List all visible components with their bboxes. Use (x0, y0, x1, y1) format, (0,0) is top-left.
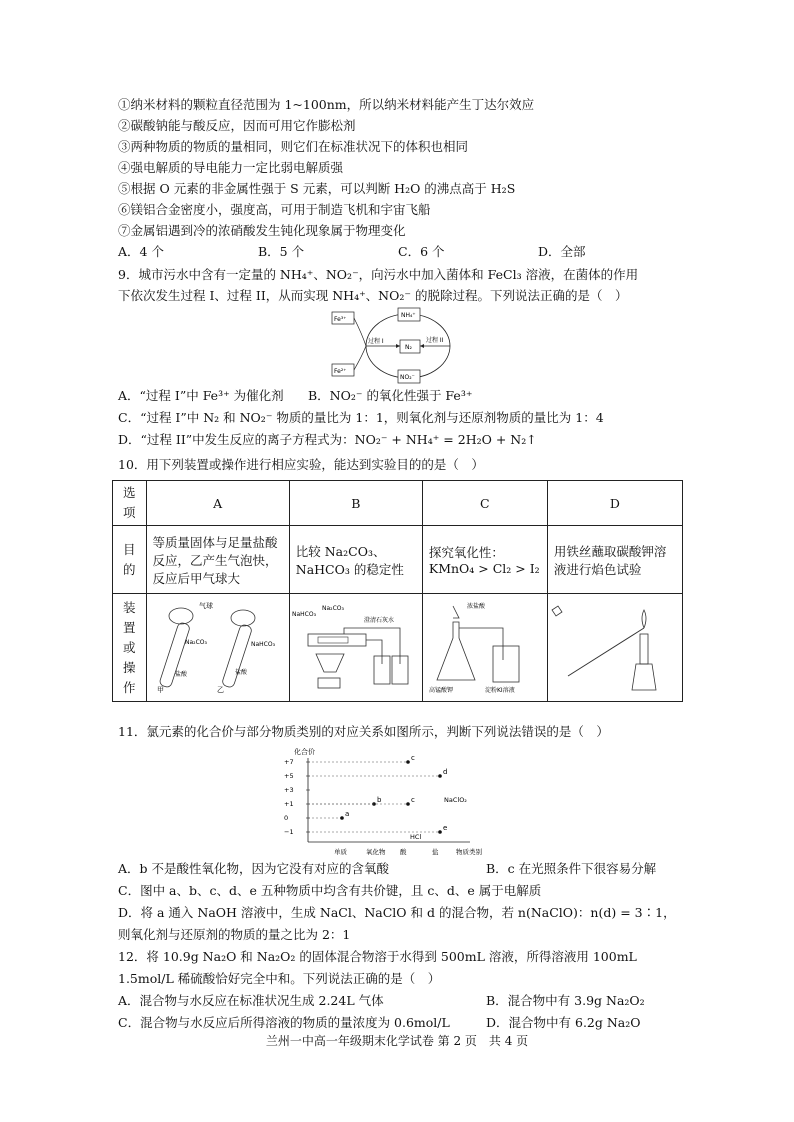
q9-option-c: C．“过程 I”中 N₂ 和 NO₂⁻ 物质的量比为 1：1，则氧化剂与还原剂物质的量比为 1：4 (118, 410, 604, 425)
device-c-solid-label: 高锰酸钾 (428, 687, 453, 694)
q11-ytick-label: +3 (284, 786, 294, 794)
table-header-d: D (547, 481, 682, 526)
q8-option-a: A．4 个 (118, 244, 164, 259)
q9-fe3-label: Fe³⁺ (334, 316, 347, 323)
table-header-a: A (146, 481, 289, 526)
tube-left-acid-label: 盐酸 (174, 671, 187, 678)
purpose-c: 探究氧化性：KMnO₄ > Cl₂ > I₂ (422, 526, 547, 594)
tube-left-name: 甲 (156, 686, 164, 694)
q9-nh4-label: NH₄⁺ (401, 312, 416, 319)
table-header-c: C (422, 481, 547, 526)
q8-option-b: B．5 个 (258, 244, 305, 259)
q8-option-c: C．6 个 (398, 244, 445, 259)
q11-point-label: b (377, 796, 382, 804)
q12-stem-line1: 12．将 10.9g Na₂O 和 Na₂O₂ 的固体混合物溶于水得到 500mL 溶液，所得溶液用 100mL (118, 949, 637, 964)
q8-statement-4: ④强电解质的导电能力一定比弱电解质强 (118, 160, 344, 175)
q12-option-c: C．混合物与水反应后所得溶液的物质的量浓度为 0.6mol/L (118, 1015, 450, 1030)
q9-option-b: B．NO₂⁻ 的氧化性强于 Fe³⁺ (308, 388, 473, 403)
device-a-cell (146, 594, 289, 702)
q9-option-d: D．“过程 II”中发生反应的离子方程式为：NO₂⁻ + NH₄⁺ = 2H₂O + N₂↑ (118, 432, 537, 447)
q8-statement-2: ②碳酸钠能与酸反应，因而可用它作膨松剂 (118, 118, 356, 133)
q8-statement-7: ⑦金属铝遇到冷的浓硝酸发生钝化现象属于物理变化 (118, 223, 406, 238)
q11-ytick-label: 0 (284, 814, 289, 822)
q11-ylabel: 化合价 (294, 748, 315, 756)
q10-experiment-table (112, 480, 683, 702)
purpose-a: 等质量固体与足量盐酸反应，乙产生气泡快，反应后甲气球大 (146, 526, 289, 594)
q11-xcat-label: 单质 (334, 848, 347, 856)
table-header-b: B (289, 481, 422, 526)
q9-process1-label: 过程 I (368, 338, 384, 345)
q11-xcat-label: 酸 (400, 848, 407, 856)
device-c-ki-label: 淀粉KI溶液 (484, 687, 515, 694)
q8-statement-6: ⑥镁铝合金密度小，强度高，可用于制造飞机和宇宙飞船 (118, 202, 431, 217)
q11-option-c: C．图中 a、b、c、d、e 五种物质中均含有共价键，且 c、d、e 属于电解质 (118, 883, 542, 898)
device-b-solid2-label: Na₂CO₃ (321, 605, 344, 612)
q12-option-a: A．混合物与水反应在标准状况生成 2.24L 气体 (118, 993, 384, 1008)
q11-hcl-label: HCl (410, 833, 422, 841)
q11-point-c (406, 802, 410, 806)
q8-statement-3: ③两种物质的物质的量相同，则它们在标准状况下的体积也相同 (118, 139, 469, 154)
q12-stem-line2: 1.5mol/L 稀硫酸恰好完全中和。下列说法正确的是（ ） (118, 971, 441, 986)
q11-ytick-label: −1 (284, 828, 294, 836)
q11-stem: 11．氯元素的化合价与部分物质类别的对应关系如图所示，判断下列说法错误的是（ ） (118, 724, 609, 739)
q11-option-d-line1: D．将 a 通入 NaOH 溶液中，生成 NaCl、NaClO 和 d 的混合物，若 n(NaClO)：n(d) = 3∶1， (118, 905, 676, 920)
q8-option-d: D．全部 (538, 244, 586, 259)
q11-ytick-label: +1 (284, 800, 294, 808)
q11-point-label: a (345, 810, 350, 818)
table-device-label: 装置或操作 (113, 594, 147, 702)
q11-xcat-label: 盐 (432, 848, 439, 856)
q9-fe2-label: Fe²⁺ (334, 368, 347, 375)
q11-xcat-label: 氧化物 (366, 848, 386, 856)
q12-option-d: D．混合物中有 6.2g Na₂O (486, 1015, 641, 1030)
tube-right-solid-label: NaHCO₃ (250, 641, 275, 648)
device-d-cell (547, 594, 682, 702)
balloon-label: 气球 (198, 602, 213, 610)
q9-option-a: A．“过程 I”中 Fe³⁺ 为催化剂 (118, 388, 284, 403)
q11-point-label: c (411, 754, 415, 762)
tube-left-solid-label: Na₂CO₃ (184, 639, 207, 646)
q9-cycle-diagram (330, 306, 470, 386)
q11-point-d (438, 774, 442, 778)
q11-xlabel: 物质类别 (456, 848, 482, 856)
q11-option-d-line2: 则氧化剂与还原剂的物质的量之比为 2：1 (118, 927, 351, 942)
device-b-cell (289, 594, 422, 702)
q9-n2-label: N₂ (405, 344, 412, 351)
table-purpose-label: 目的 (113, 526, 147, 594)
q9-process2-label: 过程 II (426, 337, 444, 344)
q12-option-b: B．混合物中有 3.9g Na₂O₂ (486, 993, 645, 1008)
q11-option-b: B．c 在光照条件下很容易分解 (486, 861, 657, 876)
tube-right-name: 乙 (216, 686, 224, 694)
q11-point-e (438, 830, 442, 834)
q11-point-c (406, 760, 410, 764)
q11-naclo2-label: NaClO₂ (444, 796, 467, 804)
purpose-b: 比较 Na₂CO₃、NaHCO₃ 的稳定性 (289, 526, 422, 594)
q11-point-a (340, 816, 344, 820)
q11-valence-chart (260, 744, 510, 860)
q11-point-label: c (411, 796, 415, 804)
q11-ytick-label: +5 (284, 772, 294, 780)
q11-ytick-label: +7 (284, 758, 294, 766)
q10-stem: 10．用下列装置或操作进行相应实验，能达到实验目的的是（ ） (118, 457, 484, 472)
test-tube-balloon-illustration (147, 594, 287, 698)
table-col-label: 选项 (113, 481, 147, 526)
device-c-acid-label: 浓盐酸 (466, 603, 485, 610)
page-footer: 兰州一中高一年级期末化学试卷 第 2 页 共 4 页 (265, 1034, 529, 1048)
purpose-d: 用铁丝蘸取碳酸钾溶液进行焰色试验 (547, 526, 682, 594)
flask-ki-illustration (423, 594, 545, 698)
q8-statement-1: ①纳米材料的颗粒直径范围为 1~100nm，所以纳米材料能产生丁达尔效应 (118, 97, 535, 112)
device-c-cell (422, 594, 547, 702)
q11-point-label: d (443, 768, 448, 776)
q9-no2-label: NO₂⁻ (400, 374, 415, 381)
heating-tube-illustration (290, 594, 420, 698)
tube-right-acid-label: 盐酸 (234, 669, 247, 676)
q11-option-a: A．b 不是酸性氧化物，因为它没有对应的含氧酸 (118, 861, 390, 876)
device-b-solid1-label: NaHCO₃ (291, 611, 316, 618)
device-b-limewater-label: 澄清石灰水 (363, 617, 394, 624)
q8-statement-5: ⑤根据 O 元素的非金属性强于 S 元素，可以判断 H₂O 的沸点高于 H₂S (118, 181, 516, 196)
q9-stem-line2: 下依次发生过程 I、过程 II，从而实现 NH₄⁺、NO₂⁻ 的脱除过程。下列说法正确的是（ ） (118, 288, 628, 303)
flame-test-illustration (548, 594, 680, 698)
q9-stem-line1: 9．城市污水中含有一定量的 NH₄⁺、NO₂⁻，向污水中加入菌体和 FeCl₃ 溶液，在菌体的作用 (118, 267, 639, 282)
q11-point-label: e (443, 824, 448, 832)
